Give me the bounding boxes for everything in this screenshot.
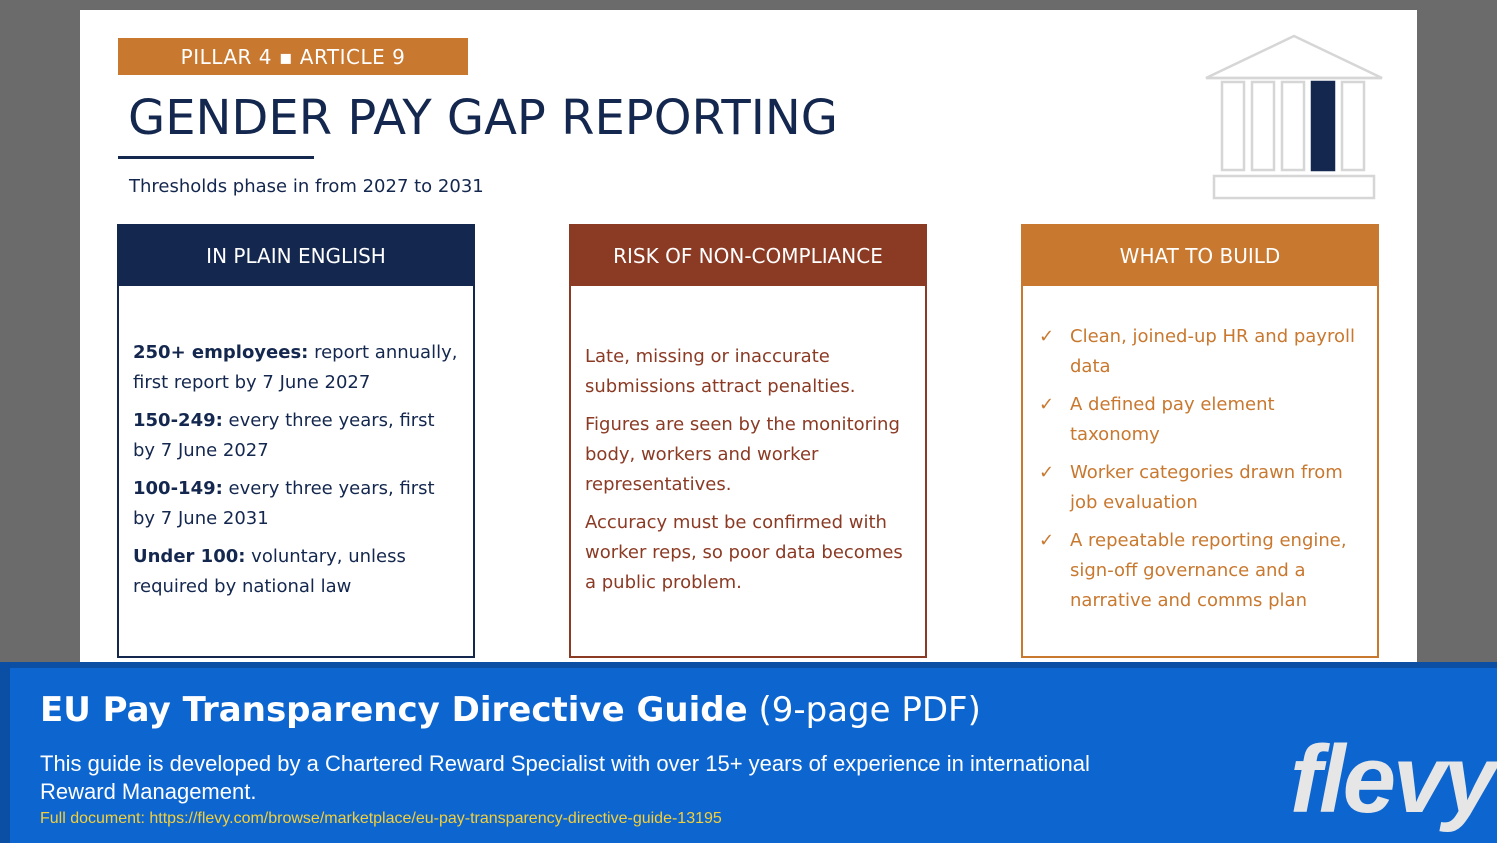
list-item-text: A defined pay element taxonomy	[1070, 394, 1275, 445]
list-item-text: A repeatable reporting engine, sign-off governance and a narrative and comms plan	[1070, 530, 1347, 611]
list-item-text: Clean, joined-up HR and payroll data	[1070, 326, 1355, 377]
courthouse-icon	[1204, 32, 1384, 202]
threshold-text: every three years, first by 7 June 2027	[133, 410, 435, 461]
card-risk	[569, 224, 927, 658]
banner-panel	[10, 668, 1497, 843]
risk-paragraph: Accuracy must be confirmed with worker reps, so poor data becomes a public problem.	[585, 512, 903, 593]
list-item	[1039, 526, 1363, 616]
threshold-text: every three years, first by 7 June 2031	[133, 478, 435, 529]
card-body	[1023, 286, 1377, 616]
list-item	[1039, 322, 1363, 382]
risk-paragraph: Figures are seen by the monitoring body, workers and worker representatives.	[585, 414, 900, 495]
list-item-text: Worker categories drawn from job evaluation	[1070, 462, 1343, 513]
card-body	[571, 286, 925, 598]
banner-title-bold: EU Pay Transparency Directive Guide	[40, 690, 748, 730]
card-what-to-build	[1021, 224, 1379, 658]
slide	[80, 10, 1417, 670]
check-icon: ✓	[1039, 462, 1055, 483]
page-title: GENDER PAY GAP REPORTING	[128, 90, 838, 146]
risk-paragraph: Late, missing or inaccurate submissions attract penalties.	[585, 346, 856, 397]
list-item	[1039, 458, 1363, 518]
flevy-logo[interactable]: flevy	[1290, 726, 1494, 833]
threshold-label: 100-149:	[133, 478, 223, 499]
card-header: RISK OF NON-COMPLIANCE	[571, 226, 925, 286]
threshold-text: voluntary, unless required by national law	[133, 546, 406, 597]
threshold-item	[133, 542, 459, 602]
subtitle: Thresholds phase in from 2027 to 2031	[129, 176, 484, 197]
card-body	[119, 286, 473, 602]
pillar-tag: PILLAR 4 ▪ ARTICLE 9	[118, 38, 468, 75]
check-icon: ✓	[1039, 394, 1055, 415]
banner-description: This guide is developed by a Chartered Reward Specialist with over 15+ years of experience in international Reward Management.	[40, 751, 1090, 804]
promo-banner	[0, 662, 1497, 843]
card-header: IN PLAIN ENGLISH	[119, 226, 473, 286]
threshold-item	[133, 474, 459, 534]
threshold-label: 250+ employees:	[133, 342, 309, 363]
title-underline	[118, 156, 314, 159]
threshold-item	[133, 338, 459, 398]
card-plain-english	[117, 224, 475, 658]
threshold-text: report annually, first report by 7 June 2027	[133, 342, 458, 393]
check-icon: ✓	[1039, 530, 1055, 551]
banner-title	[40, 690, 981, 730]
banner-title-rest: (9-page PDF)	[747, 690, 981, 730]
card-header: WHAT TO BUILD	[1023, 226, 1377, 286]
threshold-label: 150-249:	[133, 410, 223, 431]
check-icon: ✓	[1039, 326, 1055, 347]
list-item	[1039, 390, 1363, 450]
threshold-item	[133, 406, 459, 466]
threshold-label: Under 100:	[133, 546, 246, 567]
document-link[interactable]: Full document: https://flevy.com/browse/marketplace/eu-pay-transparency-directive-guide-13195	[40, 810, 722, 827]
